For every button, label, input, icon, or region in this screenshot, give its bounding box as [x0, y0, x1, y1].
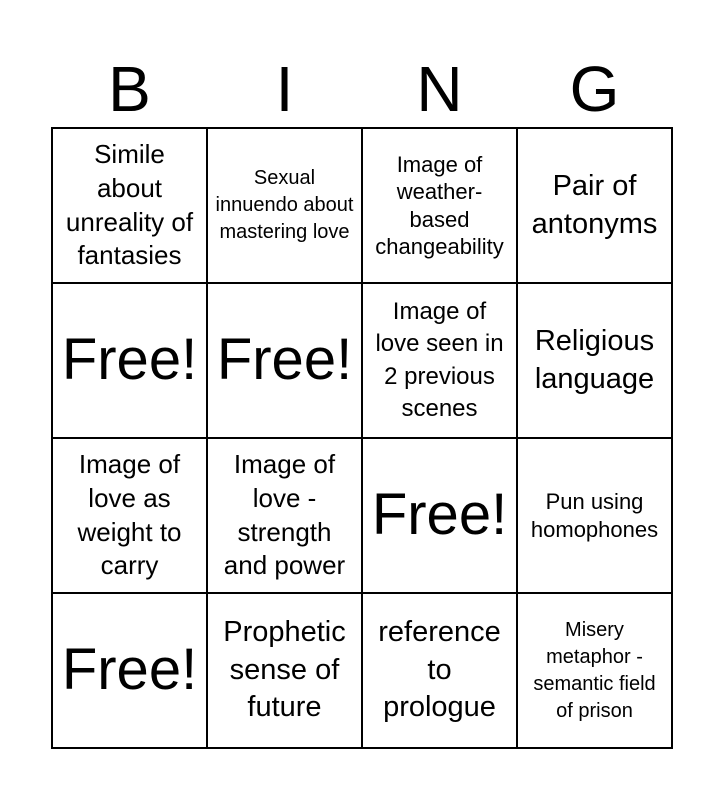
bingo-cell-free[interactable] [53, 594, 208, 749]
header-letter-b: B [108, 53, 151, 125]
cell-text: Pair of antonyms [531, 169, 658, 240]
bingo-cell[interactable] [363, 129, 518, 284]
cell-text: Image of love seen in 2 previous scenes [375, 297, 504, 422]
cell-text: Simile about unreality of fantasies [65, 138, 194, 271]
cell-text: Religious language [534, 324, 655, 395]
cell-text: Prophetic sense of future [223, 615, 346, 724]
cell-text: Free! [61, 637, 198, 703]
bingo-board [51, 127, 673, 749]
bingo-cell[interactable] [363, 284, 518, 439]
cell-text: Free! [61, 327, 198, 393]
bingo-cell[interactable] [208, 594, 363, 749]
cell-text: Image of love as weight to carry [77, 448, 182, 581]
cell-text: Sexual innuendo about mastering love [215, 167, 354, 243]
bingo-cell[interactable] [518, 284, 673, 439]
bingo-cell[interactable] [518, 594, 673, 749]
bingo-cell-free[interactable] [363, 439, 518, 594]
bingo-cell[interactable] [208, 129, 363, 284]
cell-text: reference to prologue [378, 615, 501, 724]
bingo-cell[interactable] [208, 439, 363, 594]
cell-text: Image of weather-based changeability [375, 151, 504, 259]
cell-text: Pun using homophones [530, 489, 659, 542]
bingo-cell[interactable] [518, 129, 673, 284]
cell-text: Image of love - strength and power [223, 448, 346, 581]
cell-text: Free! [371, 482, 508, 548]
header-letter-g: G [569, 53, 620, 125]
bingo-cell-free[interactable] [208, 284, 363, 439]
bingo-header [52, 50, 672, 128]
bingo-cell[interactable] [363, 594, 518, 749]
header-letter-i: I [275, 53, 294, 125]
cell-text: Misery metaphor - semantic field of prison [533, 618, 656, 722]
bingo-cell[interactable] [518, 439, 673, 594]
bingo-cell[interactable] [53, 129, 208, 284]
bingo-cell-free[interactable] [53, 284, 208, 439]
bingo-cell[interactable] [53, 439, 208, 594]
cell-text: Free! [216, 327, 353, 393]
header-letter-n: N [416, 53, 463, 125]
